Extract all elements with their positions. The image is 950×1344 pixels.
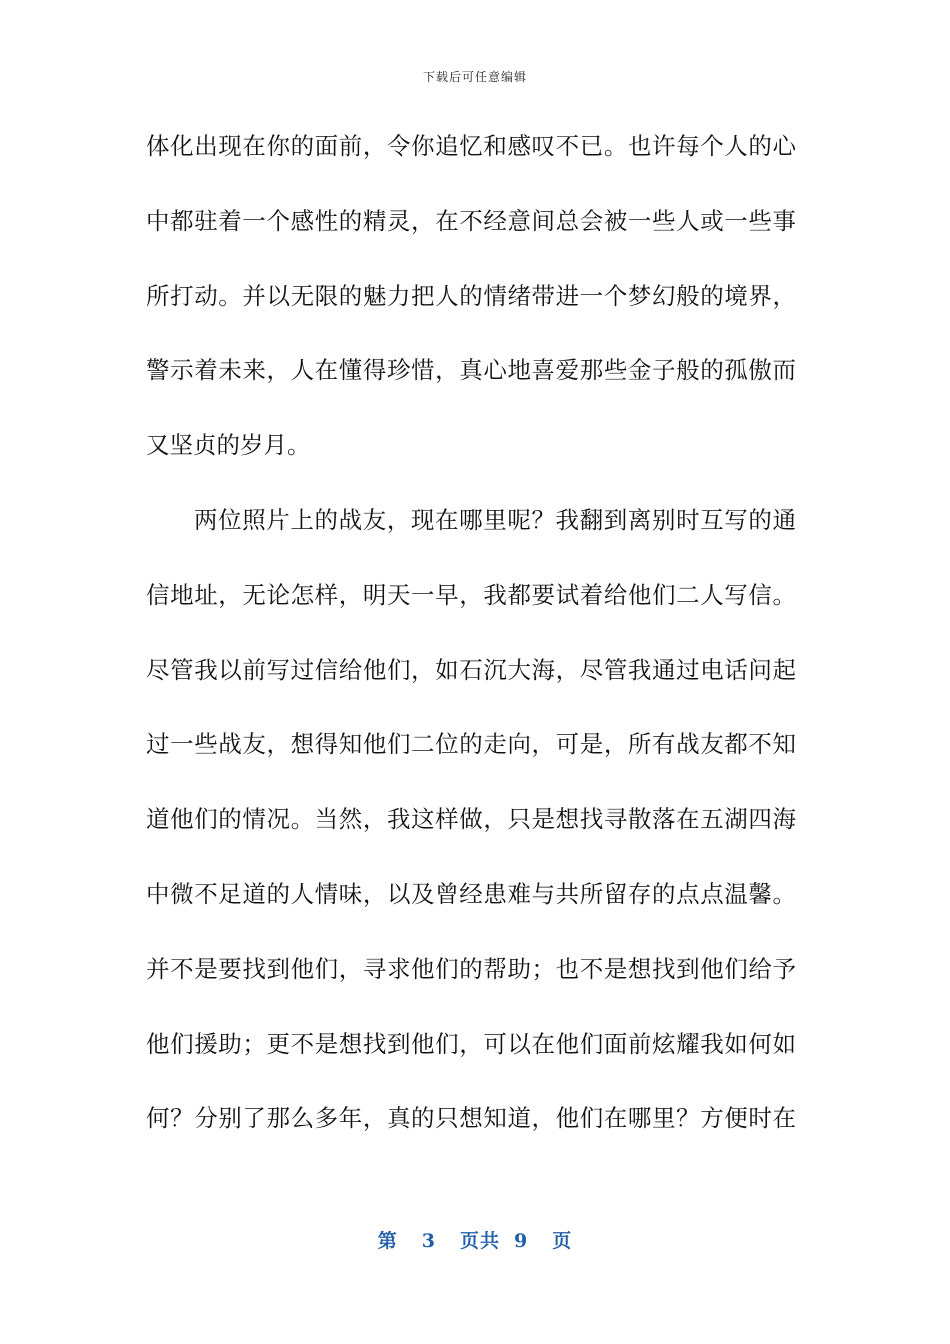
- header-note: 下载后可任意编辑: [422, 70, 527, 84]
- text-line: 尽管我以前写过信给他们，如石沉大海，尽管我通过电话问起: [146, 655, 796, 684]
- page-footer: [0, 1226, 950, 1253]
- footer-suffix: 页: [552, 1230, 573, 1252]
- text-line: 所打动。并以无限的魅力把人的情绪带进一个梦幻般的境界，: [146, 281, 796, 310]
- text-line-paragraph-start: 两位照片上的战友，现在哪里呢？我翻到离别时互写的通: [194, 505, 796, 534]
- footer-current-page: 3: [421, 1230, 436, 1252]
- text-line: 又坚贞的岁月。: [146, 431, 311, 460]
- text-line: 信地址，无论怎样，明天一早，我都要试着给他们二人写信。: [146, 580, 796, 609]
- text-line: 中都驻着一个感性的精灵，在不经意间总会被一些人或一些事: [146, 206, 796, 235]
- text-line: 他们援助；更不是想找到他们，可以在他们面前炫耀我如何如: [146, 1029, 796, 1058]
- footer-total-pages: 9: [514, 1230, 529, 1252]
- text-line: 中微不足道的人情味，以及曾经患难与共所留存的点点温馨。: [146, 879, 796, 908]
- text-line: 体化出现在你的面前，令你追忆和感叹不已。也许每个人的心: [146, 132, 796, 160]
- text-line: 道他们的情况。当然，我这样做，只是想找寻散落在五湖四海: [146, 805, 796, 834]
- text-line: 警示着未来，人在懂得珍惜，真心地喜爱那些金子般的孤傲而: [146, 356, 796, 385]
- document-body: [146, 124, 796, 1171]
- text-line: 并不是要找到他们，寻求他们的帮助；也不是想找到他们给予: [146, 954, 796, 983]
- text-line: 过一些战友，想得知他们二位的走向，可是，所有战友都不知: [146, 730, 796, 759]
- footer-prefix: 第: [377, 1230, 398, 1252]
- text-line: 何？分别了那么多年，真的只想知道，他们在哪里？方便时在: [146, 1104, 796, 1133]
- footer-middle: 页共: [459, 1230, 500, 1252]
